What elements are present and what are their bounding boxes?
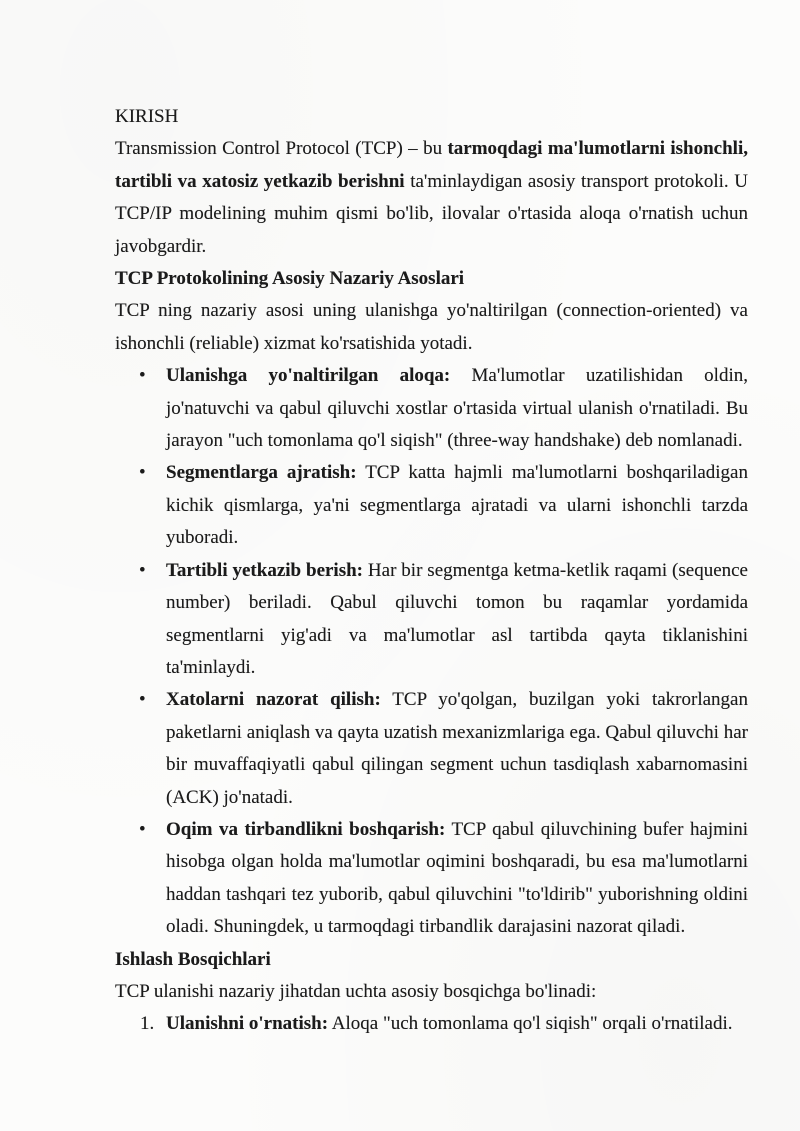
bullet-text: Har bir segmentga ketma-ketlik raqami (sequence number) beriladi. Qabul qiluvchi tomon bu raqamlar yordamida segmentlarni yig'adi va ma'lumotlar asl tartibda qayta tiklanishini ta'minlaydi. (166, 559, 748, 678)
item-label: Ulanishni o'rnatish: (166, 1013, 329, 1035)
bullet-list (115, 360, 748, 943)
item-number: 1. (140, 1013, 155, 1035)
bullet-icon: • (139, 689, 146, 711)
intro-heading: KIRISH (115, 106, 179, 127)
bullet-label: Segmentlarga ajratish: (166, 462, 357, 484)
bullet-label: Tartibli yetkazib berish: (166, 559, 364, 581)
numbered-item-1 (115, 1008, 748, 1040)
item-text: Aloqa "uch tomonlama qo'l siqish" orqali o'rnatiladi. (328, 1013, 733, 1035)
bullet-item-5 (115, 814, 748, 944)
intro-paragraph (115, 133, 748, 263)
section2-heading: Ishlash Bosqichlari (115, 948, 271, 970)
bullet-label: Oqim va tirbandlikni boshqarish: (166, 818, 446, 840)
bullet-label: Xatolarni nazorat qilish: (166, 689, 381, 711)
bullet-icon: • (139, 365, 146, 387)
intro-run-3: ta'minlaydigan asosiy transport protokoli. U TCP/IP modelining muhim qismi bo'lib, ilovalar o'rtasida aloqa o'rnatish uchun javobgardir. (115, 170, 748, 257)
bullet-icon: • (139, 462, 146, 484)
bullet-label: Ulanishga yo'naltirilgan aloqa: (166, 365, 451, 387)
bullet-icon: • (139, 818, 146, 840)
bullet-item-4 (115, 684, 748, 814)
intro-run-1: Transmission Control Protocol (TCP) – bu (115, 138, 448, 160)
section1-intro: TCP ning nazariy asosi uning ulanishga yo'naltirilgan (connection-oriented) va ishonchli (reliable) xizmat ko'rsatishida yotadi. (115, 300, 748, 354)
intro-run-bold: tarmoqdagi ma'lumotlarni ishonchli, tartibli va xatosiz yetkazib berishni (115, 138, 748, 192)
bullet-item-2 (115, 457, 748, 554)
bullet-text: TCP qabul qiluvchining bufer hajmini hisobga olgan holda ma'lumotlar oqimini boshqaradi, bu esa ma'lumotlarni haddan tashqari tez yuborib, qabul qiluvchini "to'ldirib" yuborishning oldini oladi. Shuningdek, u tarmoqdagi tirbandlik darajasini nazorat qiladi. (166, 818, 748, 938)
bullet-text: TCP yo'qolgan, buzilgan yoki takrorlangan paketlarni aniqlash va qayta uzatish mexanizmlariga ega. Qabul qiluvchi har bir muvaffaqiyatli qabul qilingan segment uchun tasdiqlash xabarnomasini (ACK) jo'natadi. (166, 689, 748, 808)
bullet-text: Ma'lumotlar uzatilishidan oldin, jo'natuvchi va qabul qiluvchi xostlar o'rtasida virtual ulanish o'rnatiladi. Bu jarayon "uch tomonlama qo'l siqish" (three-way handshake) deb nomlanadi. (166, 365, 748, 452)
bullet-item-1 (115, 360, 748, 457)
section1-heading: TCP Protokolining Asosiy Nazariy Asoslari (115, 268, 465, 290)
bullet-item-3 (115, 555, 748, 685)
bullet-text: TCP katta hajmli ma'lumotlarni boshqariladigan kichik qismlarga, ya'ni segmentlarga ajratadi va ularni ishonchli tarzda yuboradi. (166, 462, 748, 549)
bullet-icon: • (139, 559, 146, 581)
section2-intro: TCP ulanishi nazariy jihatdan uchta asosiy bosqichga bo'linadi: (115, 980, 597, 1002)
numbered-list (115, 1008, 748, 1040)
